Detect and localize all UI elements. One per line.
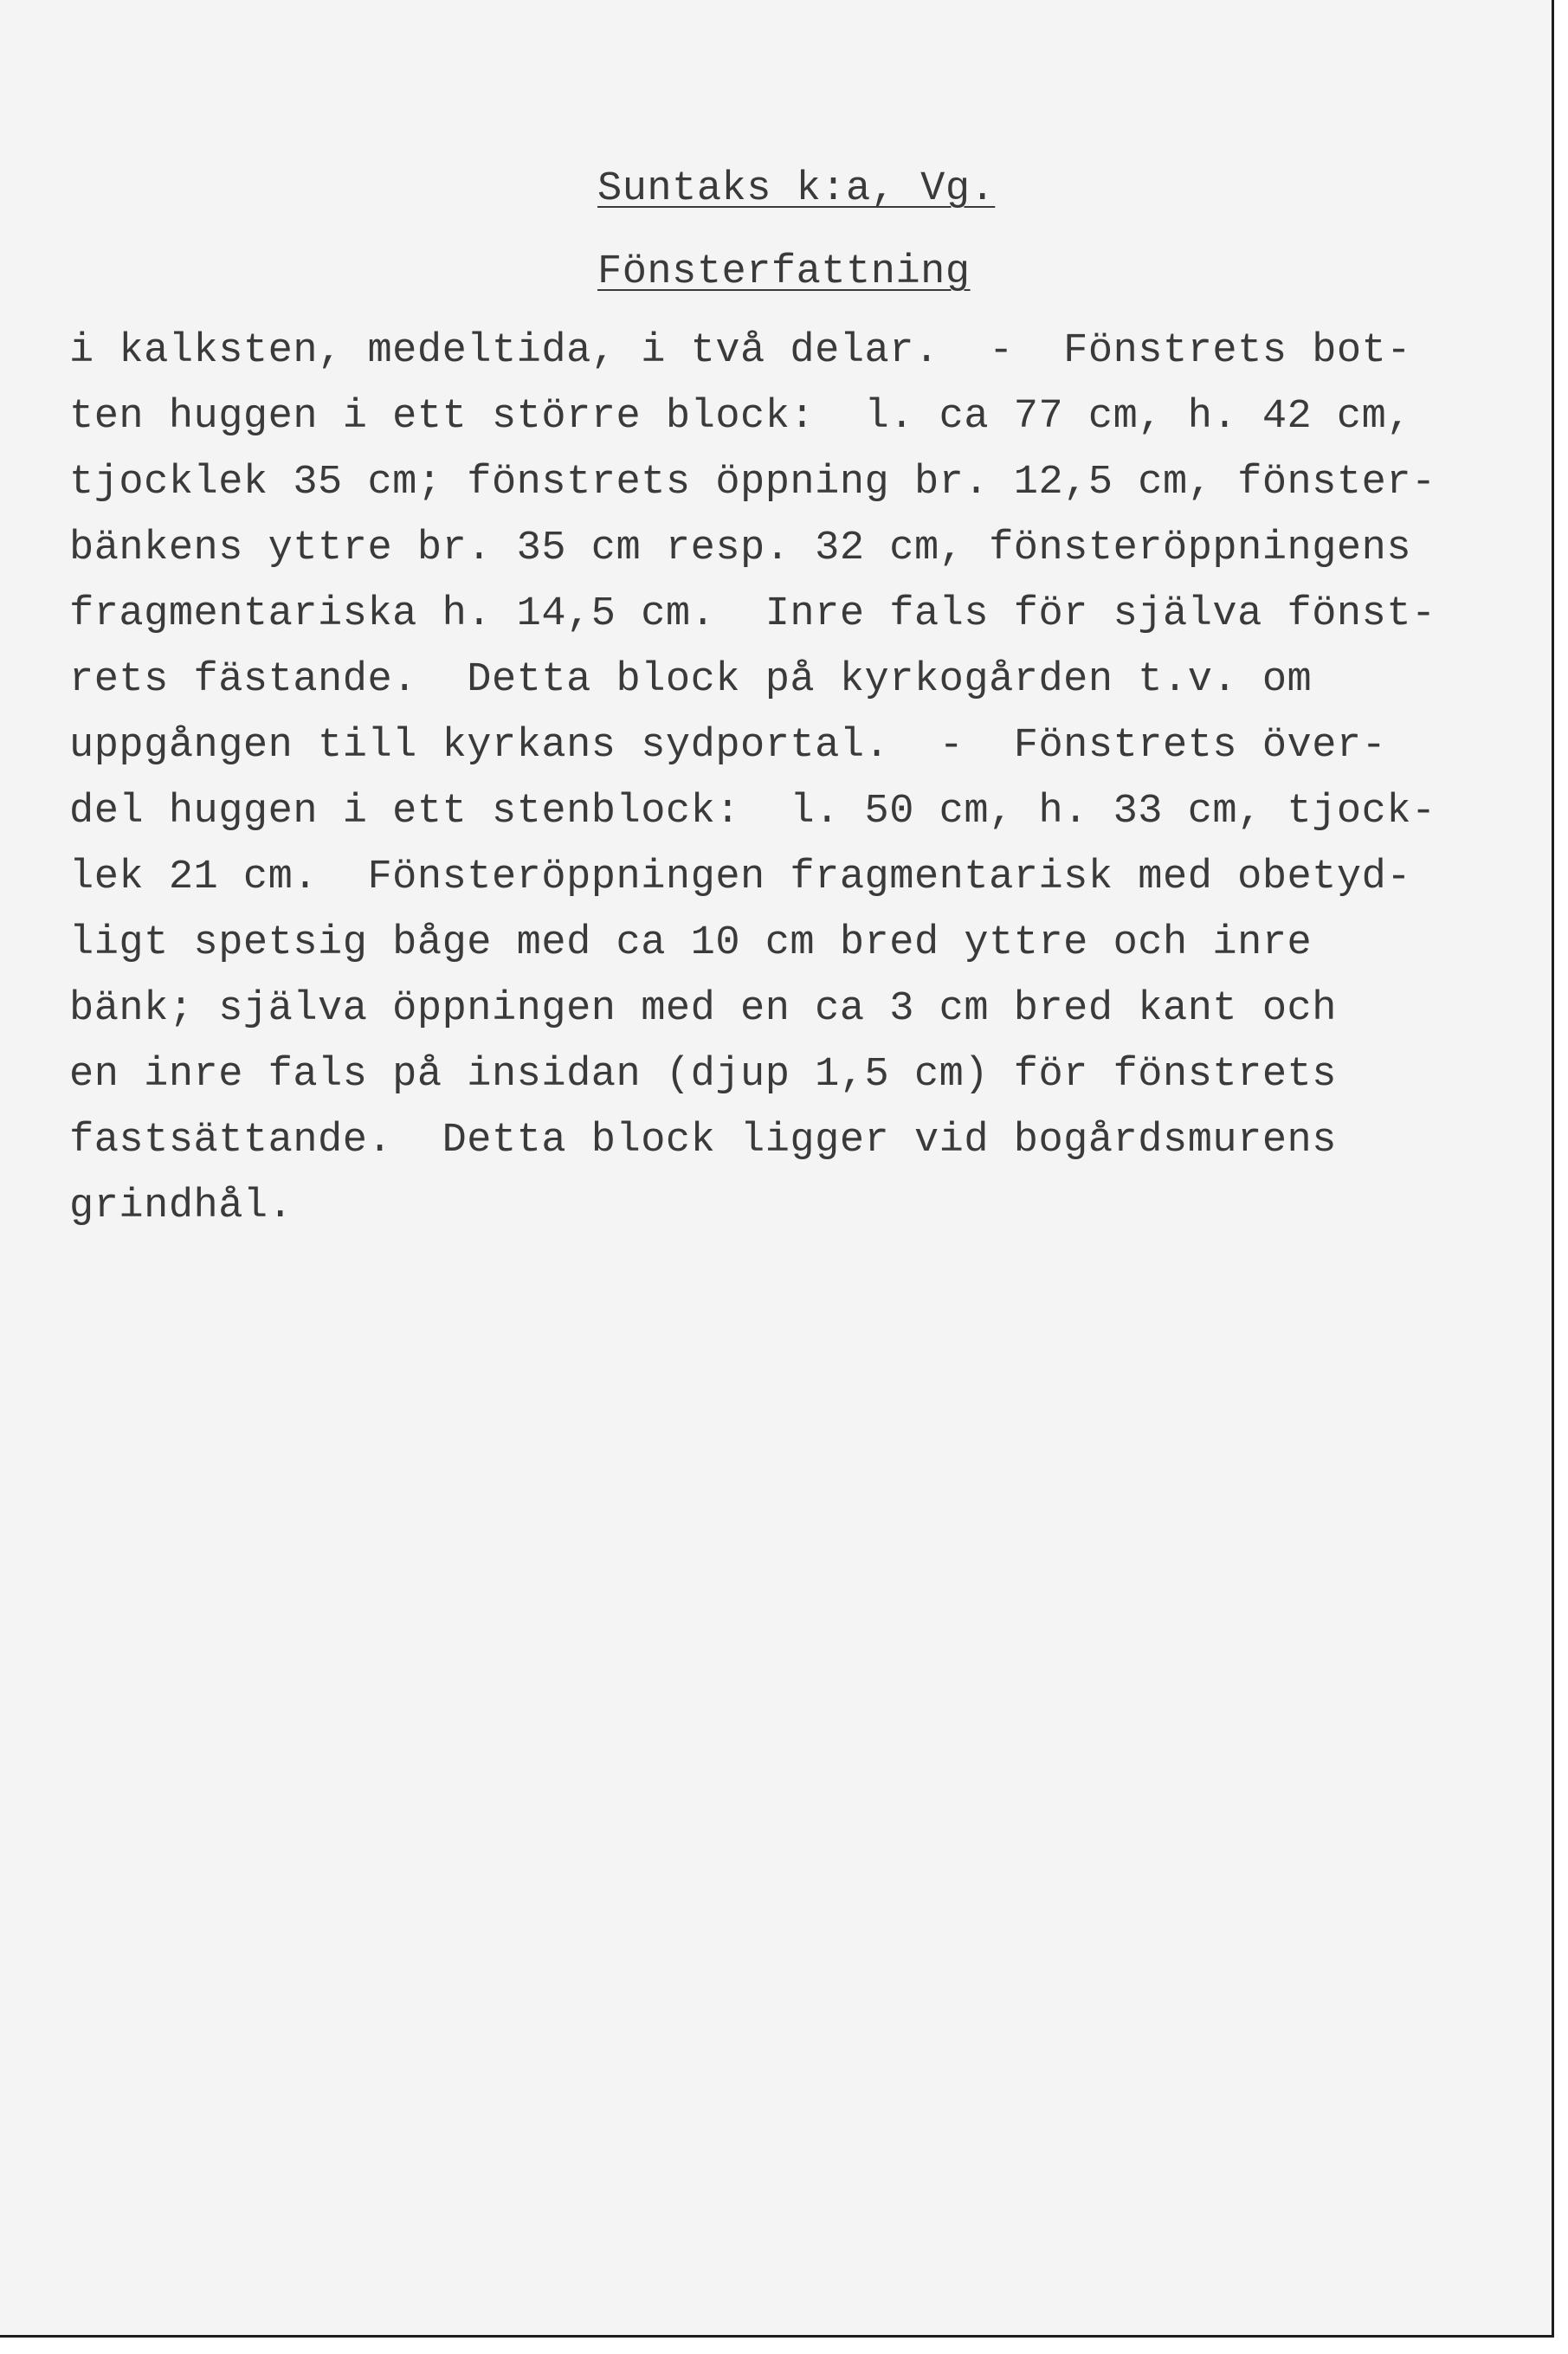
text-line: tjocklek 35 cm; fönstrets öppning br. 12,5 cm, fönster- [69, 460, 1436, 506]
text-line: grindhål. [69, 1183, 294, 1229]
text-line: bänk; själva öppningen med en ca 3 cm bred kant och [69, 986, 1337, 1032]
text-line: fragmentariska h. 14,5 cm. Inre fals för själva fönst- [69, 591, 1436, 637]
text-line: i kalksten, medeltida, i två delar. - Fönstrets bot- [69, 328, 1412, 374]
text-line: lek 21 cm. Fönsteröppningen fragmentarisk med obetyd- [69, 855, 1412, 900]
document-title: Suntaks k:a, Vg. [597, 166, 996, 212]
text-line: ten huggen i ett större block: l. ca 77 cm, h. 42 cm, [69, 394, 1412, 440]
body-text [69, 319, 1436, 1240]
text-line: bänkens yttre br. 35 cm resp. 32 cm, fönsteröppningens [69, 526, 1412, 571]
text-line: del huggen i ett stenblock: l. 50 cm, h. 33 cm, tjock- [69, 789, 1436, 835]
text-line: fastsättande. Detta block ligger vid bogårdsmurens [69, 1118, 1337, 1164]
text-line: en inre fals på insidan (djup 1,5 cm) för fönstrets [69, 1052, 1337, 1098]
document-subtitle: Fönsterfattning [597, 249, 971, 295]
text-line: ligt spetsig båge med ca 10 cm bred yttre och inre [69, 920, 1313, 966]
text-line: uppgången till kyrkans sydportal. - Fönstrets över- [69, 723, 1387, 769]
text-line: rets fästande. Detta block på kyrkogården t.v. om [69, 657, 1313, 703]
